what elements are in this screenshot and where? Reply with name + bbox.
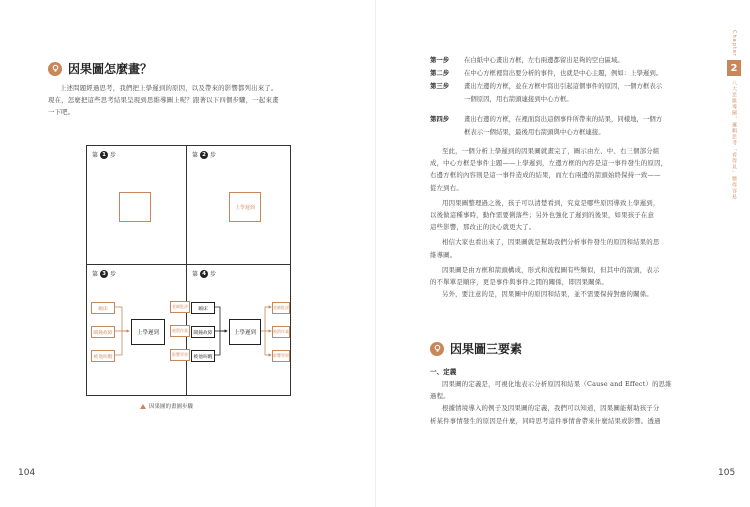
body-line: 右邊方框的內容則是這一事件造成的結果，而左右兩邊的箭頭始終保持一致—— [430,171,661,180]
cause-box: 被他叫醒 [91,350,115,362]
effect-box: 影響學習 [170,349,190,361]
chapter-label: Chapter [731,30,737,57]
body-line: 的不單單是順序，更是事件與事件之間的關係，即因果關係。 [430,278,608,287]
step-item [430,67,730,79]
empty-center-box [119,192,151,222]
step-label: 第一步 [430,56,450,64]
step-prefix: 第 [92,152,99,159]
step-text: 在中心方框裡寫出要分析的事件，也就是中心主題，例如：上學遲到。 [464,69,663,77]
intro-line: 一下吧。 [48,108,75,117]
step-item [430,80,730,92]
step-text: 一個原因，用右箭頭連接到中心方框。 [464,95,573,103]
step-suffix: 步 [110,152,117,159]
step-text: 畫出左邊的方框，並在方框中寫出引起這個事件的原因，一個方框表示 [464,82,663,90]
effect-box: 被罰作業 [170,325,190,337]
lightbulb-icon [430,342,444,356]
heading-text: 因果圖怎麼畫？ [68,62,153,76]
figure-caption [140,402,193,410]
effect-box: 老師批評 [272,302,290,314]
step-label: 第四步 [430,115,450,123]
step-label [430,126,464,138]
cause-box: 鬧鐘故障 [191,326,215,338]
step-prefix: 第 [92,271,99,278]
page-number: 104 [18,468,36,478]
subsection-title: 一、定義 [430,368,457,376]
body-line: 因果圖是由方框和箭頭構成，形式和流程圖有些類似，但其中的箭頭，表示 [442,265,660,274]
step-text: 在白紙中心畫出方框，左右兩邊都留出足夠的空白區域。 [464,56,624,64]
body-line: 這些影響，那改正的決心就更大了。 [430,223,536,232]
step-prefix: 第 [192,271,199,278]
triangle-icon [140,404,146,409]
body-line: 維導圖。 [430,250,457,259]
step-suffix: 步 [210,271,217,278]
step-label: 第三步 [430,82,450,90]
body-line: 另外，要注意的是，因果圖中的原因和結果，並不需要保持對應的關係。 [442,290,653,299]
step-item [430,113,730,125]
center-box: 上學遲到 [229,319,261,345]
body-line: 從左到右。 [430,183,463,192]
step-label: 第二步 [430,69,450,77]
step-item [430,54,730,66]
body-line: 過程。 [430,392,450,401]
body-line: 相信大家也看出來了，因果圖就是幫助我們分析事件發生的原因和結果的思 [442,238,660,247]
section-heading-right [430,340,522,357]
effect-box: 老師批評 [170,301,190,313]
cause-box: 被他叫醒 [191,350,215,362]
intro-line: 上述問題經過思考，我們把上學遲到的原因，以及帶來的影響都列出來了。 [60,84,278,92]
heading-text: 因果圖三要素 [450,342,523,356]
page-number: 105 [718,468,736,478]
step-text: 畫出右邊的方框，在裡面寫出這個事件所帶來的結果，同樣地，一個方 [464,115,663,123]
section-heading-left [48,60,152,77]
definition-paragraph [430,378,712,427]
caption-text: 因果圖的畫圖步驟 [149,404,194,410]
lightbulb-icon [48,62,62,76]
body-paragraphs [430,145,712,300]
step-item [430,126,730,138]
cause-box: 賴床 [191,302,215,314]
step-item [430,93,730,105]
step-number: 2 [200,151,208,159]
body-line: 成，中心方框是事件主題——上學遲到，左邊方框的內容是這一事件發生的原因， [430,159,668,168]
effect-box: 被罰作業 [272,326,290,338]
step-1-panel [86,145,192,267]
step-number: 1 [100,151,108,159]
body-line: 因果圖的定義是，可視化地表示分析原因和結果（Cause and Effect）的思維 [442,380,672,388]
chapter-side-tab [728,30,740,200]
intro-paragraph [48,82,348,119]
cause-box: 鬧鐘故障 [91,326,115,338]
center-box: 上學遲到 [131,319,165,345]
chapter-number: 2 [727,60,741,76]
center-box: 上學遲到 [229,192,261,222]
step-number: 3 [100,270,108,278]
body-line: 用因果圖整理過之後，孩子可以清楚看到，究竟是哪些原因導致上學遲到， [442,198,660,207]
step-suffix: 步 [110,271,117,278]
step-suffix: 步 [210,152,217,159]
body-line: 根據情境導入的例子及因果圖的定義，我們可以知道，因果圖能幫助孩子分 [442,404,660,413]
step-number: 4 [200,270,208,278]
body-line: 至此，一個分析上學遲到的因果圖就畫完了，圖示由左、中、右三個部分組 [442,147,660,155]
body-line: 析某件事情發生的原因是什麼，同時思考這件事情會帶來什麼結果或影響。透過 [430,416,661,425]
step-prefix: 第 [192,152,199,159]
body-line: 以後做這種事時，動作需要俐落些；另外也強化了遲到的後果，如果孩子在意 [430,211,655,220]
chapter-title: 八大思維導圖，邏輯思考「看得見」變得容易 [731,80,737,200]
step-label [92,150,116,159]
step-4-panel [186,264,291,396]
step-label [430,93,464,105]
step-2-panel [186,145,291,267]
step-text: 框表示一個結果，最後用右箭頭與中心方框連接。 [464,128,605,136]
intro-line: 現在，怎麼把這些思考結果呈現到思維導圖上呢？跟著以下四個步驟，一起來畫 [48,96,279,105]
effect-box: 影響學習 [272,350,290,362]
step-label [192,150,216,159]
cause-box: 賴床 [91,302,115,314]
